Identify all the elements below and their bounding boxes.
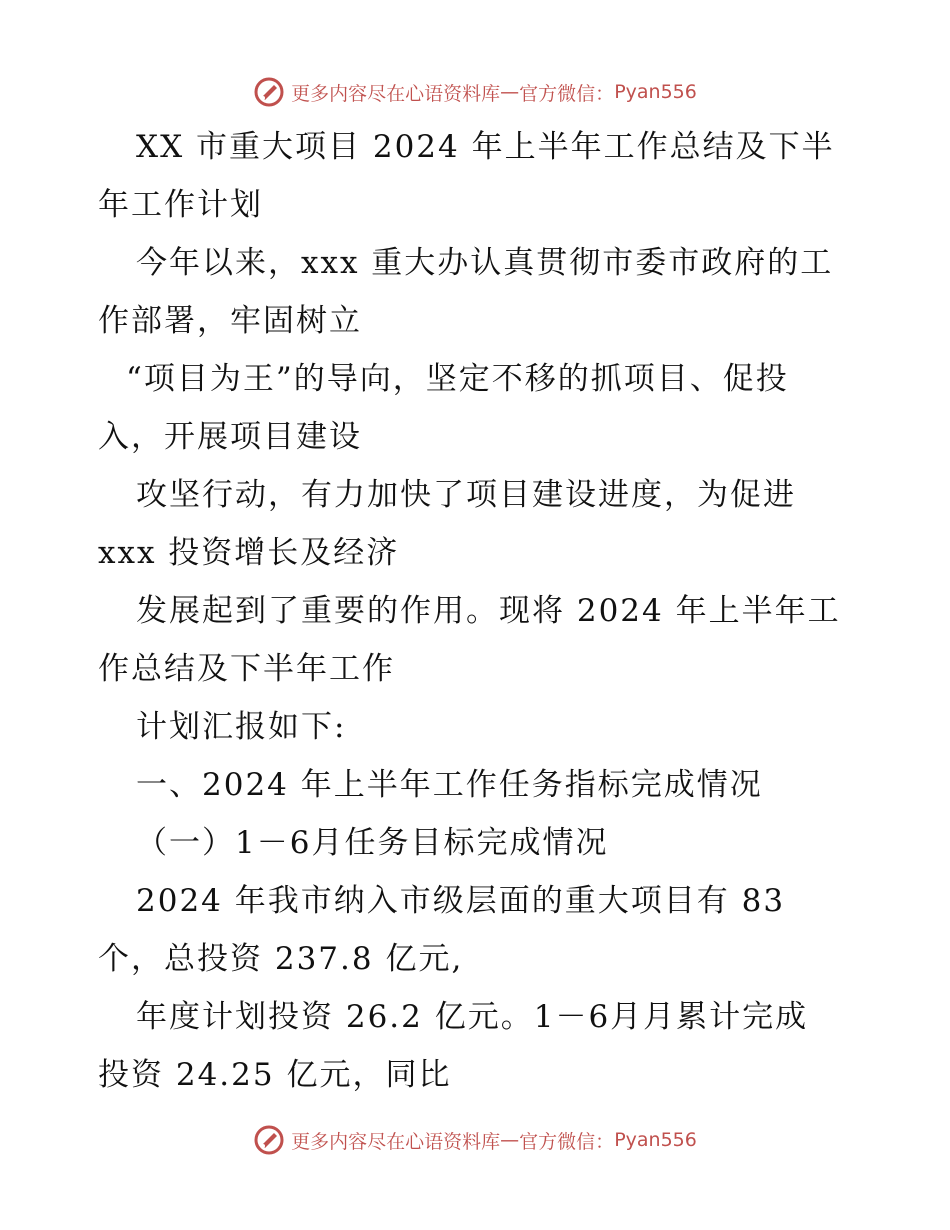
document-body xyxy=(98,118,858,1104)
watermark-suffix: 官方微信： xyxy=(519,1130,615,1153)
paragraph-line: 个，总投资 237.8 亿元, xyxy=(98,941,464,977)
paragraph-line: 作部署，牢固树立 xyxy=(98,303,362,339)
paragraph-line: 2024 年我市纳入市级层面的重大项目有 83 xyxy=(136,883,786,919)
watermark-logo-icon xyxy=(253,1124,285,1156)
watermark-text: 更多内容尽在心语资料库 xyxy=(291,1130,501,1153)
footer-watermark xyxy=(0,1120,950,1160)
paragraph-line: xxx 投资增长及经济 xyxy=(98,535,400,571)
watermark-dash: — xyxy=(500,1129,520,1151)
watermark-logo-icon xyxy=(253,76,285,108)
paragraph-line: 年度计划投资 26.2 亿元。1－6月月累计完成 xyxy=(136,999,809,1035)
paragraph-line: 发展起到了重要的作用。现将 2024 年上半年工 xyxy=(136,593,841,629)
section-heading: 一、2024 年上半年工作任务指标完成情况 xyxy=(136,767,763,803)
document-title-line-1: XX 市重大项目 2024 年上半年工作总结及下半 xyxy=(136,129,835,165)
paragraph-line: 投资 24.25 亿元，同比 xyxy=(98,1057,452,1093)
paragraph-line: 作总结及下半年工作 xyxy=(98,651,395,687)
document-title-line-2: 年工作计划 xyxy=(98,187,263,223)
watermark-dash: — xyxy=(500,81,520,103)
paragraph-line: 入，开展项目建设 xyxy=(98,419,362,455)
paragraph-line: 计划汇报如下: xyxy=(136,709,347,745)
header-watermark xyxy=(0,72,950,112)
paragraph-line: “项目为王”的导向，坚定不移的抓项目、促投 xyxy=(126,361,789,397)
watermark-wechat-id: Pyan556 xyxy=(614,81,697,103)
watermark-suffix: 官方微信： xyxy=(519,82,615,105)
watermark-wechat-id: Pyan556 xyxy=(614,1129,697,1151)
watermark-text: 更多内容尽在心语资料库 xyxy=(291,82,501,105)
subsection-heading: （一）1－6月任务目标完成情况 xyxy=(136,825,609,861)
paragraph-line: 攻坚行动，有力加快了项目建设进度，为促进 xyxy=(136,477,796,513)
paragraph-line: 今年以来，xxx 重大办认真贯彻市委市政府的工 xyxy=(136,245,834,281)
